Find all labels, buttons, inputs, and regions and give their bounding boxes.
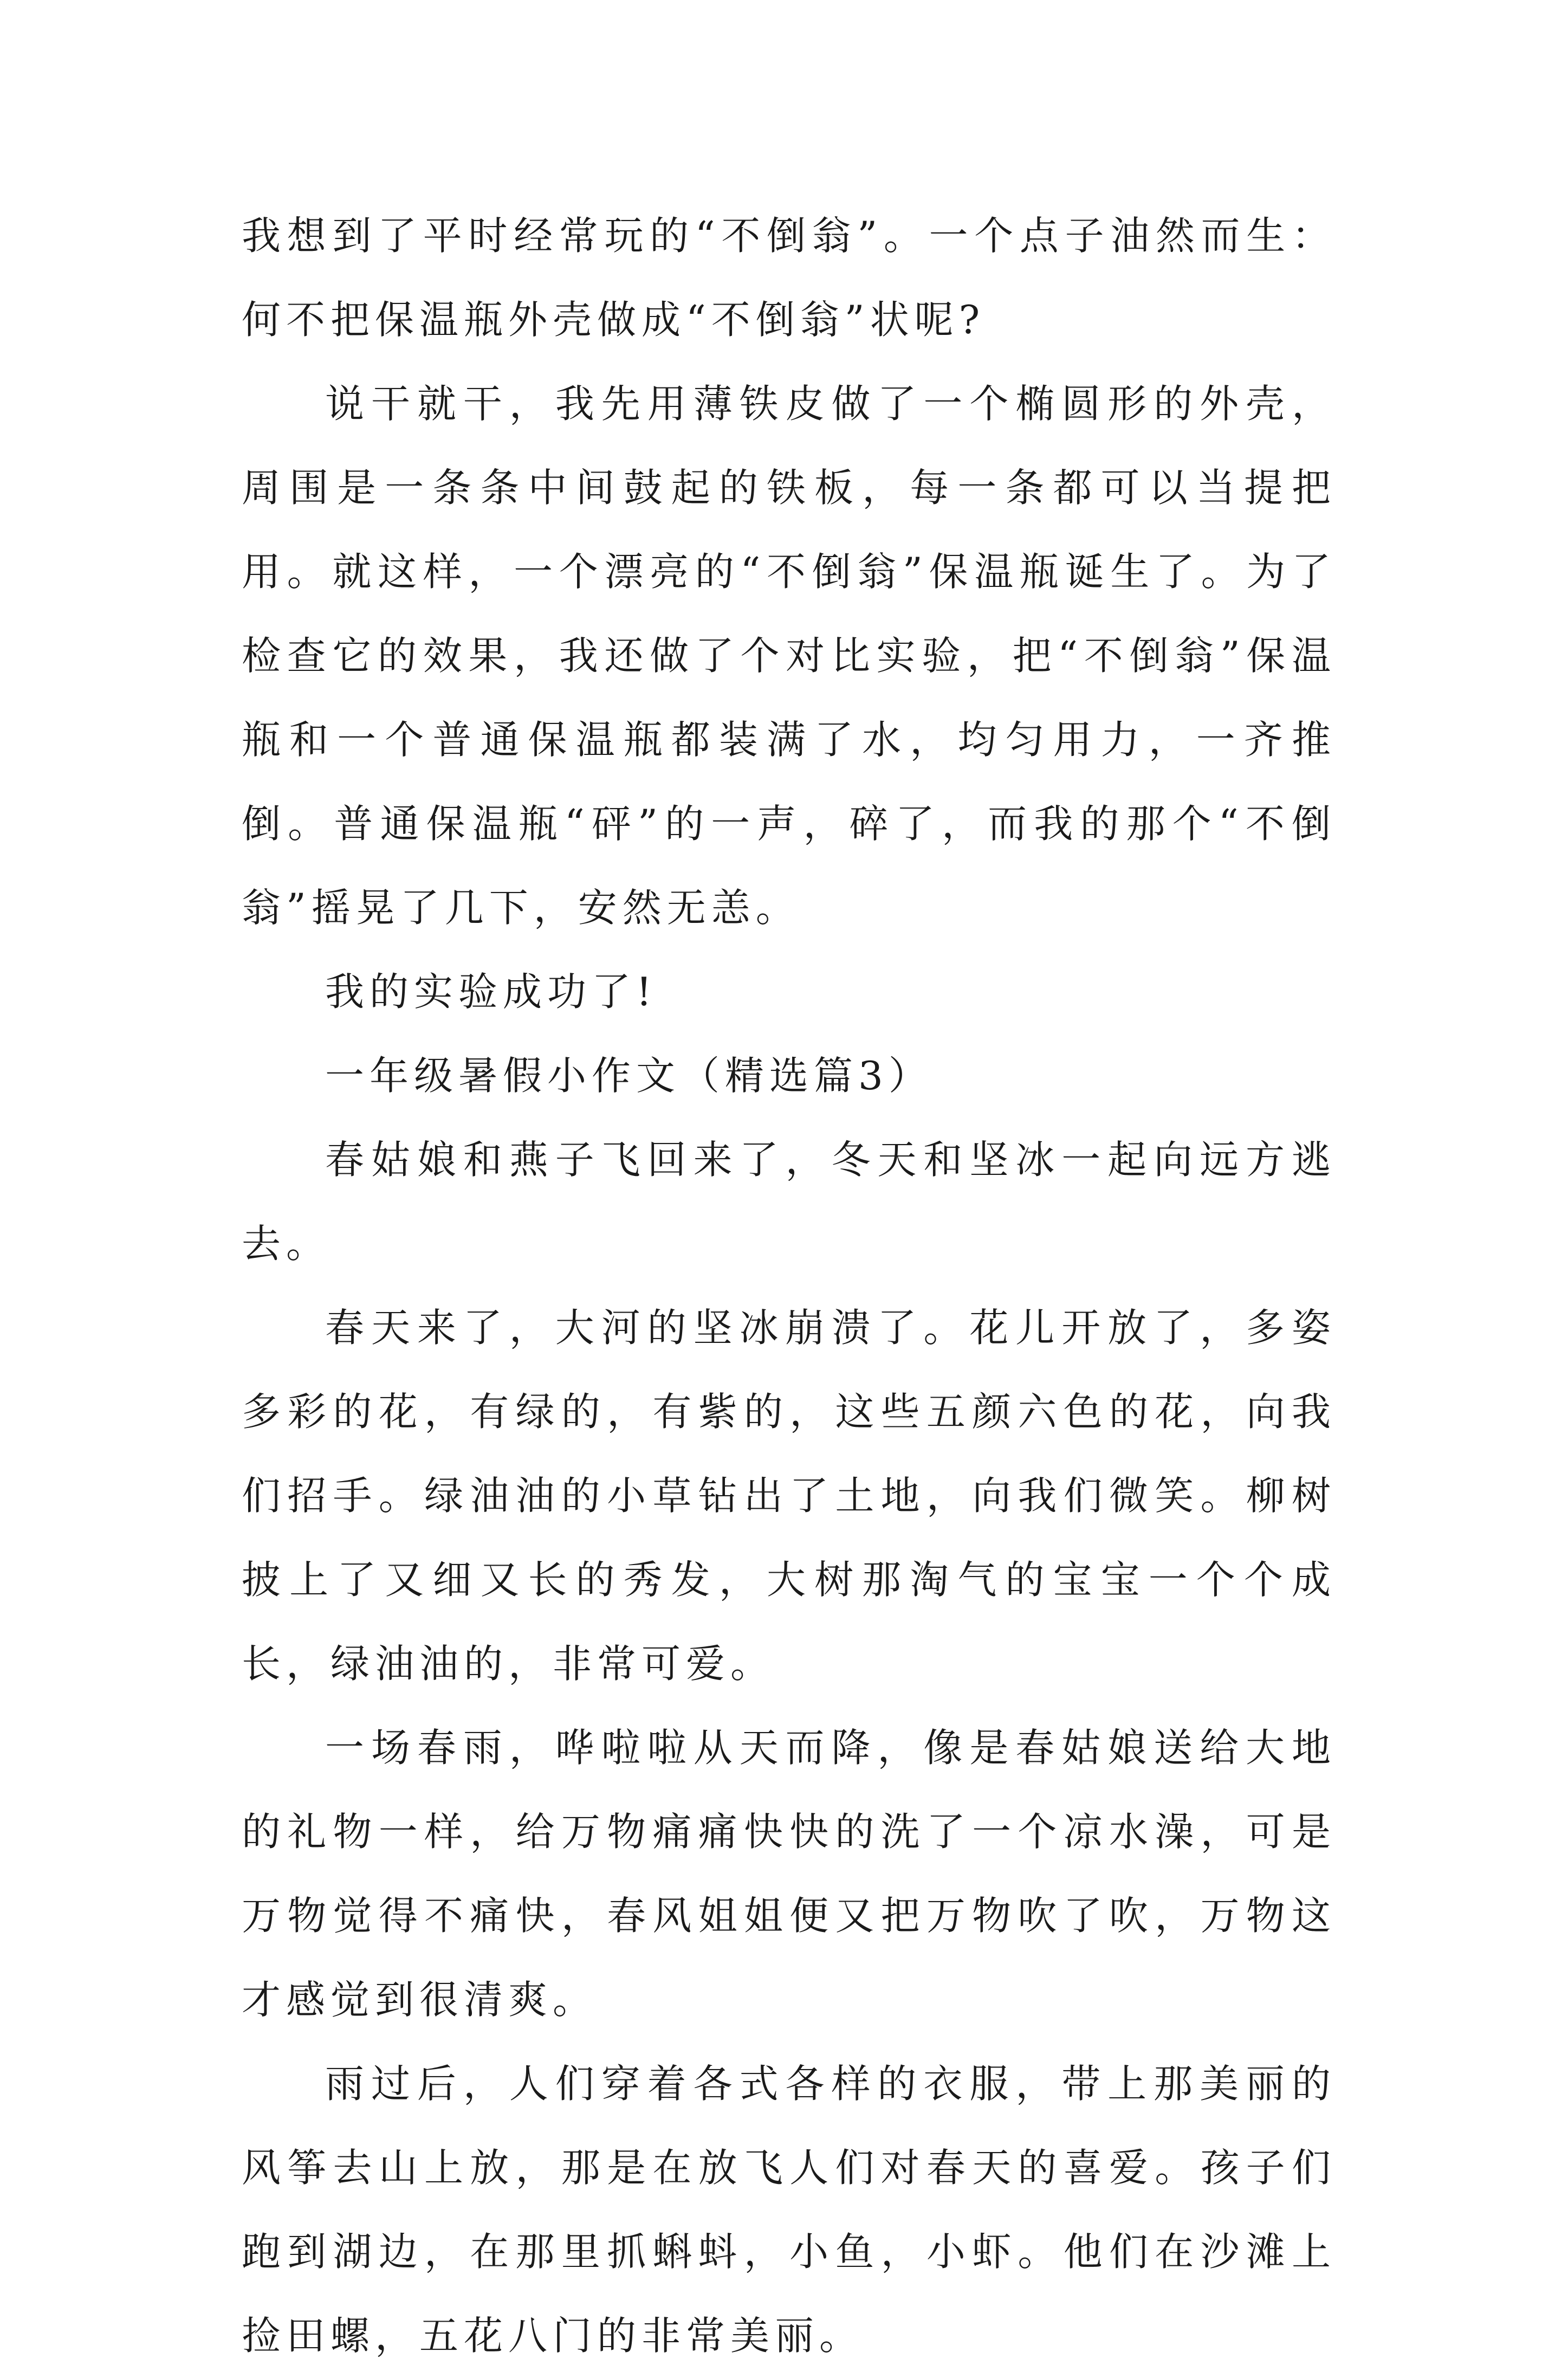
document-body [242,194,1336,2378]
paragraph: 说干就干，我先用薄铁皮做了一个椭圆形的外壳，周围是一条条中间鼓起的铁板，每一条都可以当提把用。就这样，一个漂亮的“不倒翁”保温瓶诞生了。为了检查它的效果，我还做了个对比实验，把“不倒翁”保温瓶和一个普通保温瓶都装满了水，均匀用力，一齐推倒。普通保温瓶“砰”的一声，碎了，而我的那个“不倒翁”摇晃了几下，安然无恙。 [242,381,1336,930]
paragraph: 春姑娘和燕子飞回来了，冬天和坚冰一起向远方逃去。 [242,1137,1336,1266]
paragraph: 我的实验成功了! [325,969,657,1014]
paragraph: 我想到了平时经常玩的“不倒翁”。一个点子油然而生：何不把保温瓶外壳做成“不倒翁”状呢? [242,213,1336,343]
paragraph: 雨过后，人们穿着各式各样的衣服，带上那美丽的风筝去山上放，那是在放飞人们对春天的喜爱。孩子们跑到湖边，在那里抓蝌蚪，小鱼，小虾。他们在沙滩上捡田螺，五花八门的非常美丽。 [242,2061,1336,2358]
paragraph: 一场春雨，哗啦啦从天而降，像是春姑娘送给大地的礼物一样，给万物痛痛快快的洗了一个凉水澡，可是万物觉得不痛快，春风姐姐便又把万物吹了吹，万物这才感觉到很清爽。 [242,1725,1336,2022]
paragraph: 春天来了，大河的坚冰崩溃了。花儿开放了，多姿多彩的花，有绿的，有紫的，这些五颜六色的花，向我们招手。绿油油的小草钻出了土地，向我们微笑。柳树披上了又细又长的秀发，大树那淘气的宝宝一个个成长，绿油油的，非常可爱。 [242,1305,1336,1686]
section-heading: 一年级暑假小作文（精选篇3） [325,1053,933,1098]
